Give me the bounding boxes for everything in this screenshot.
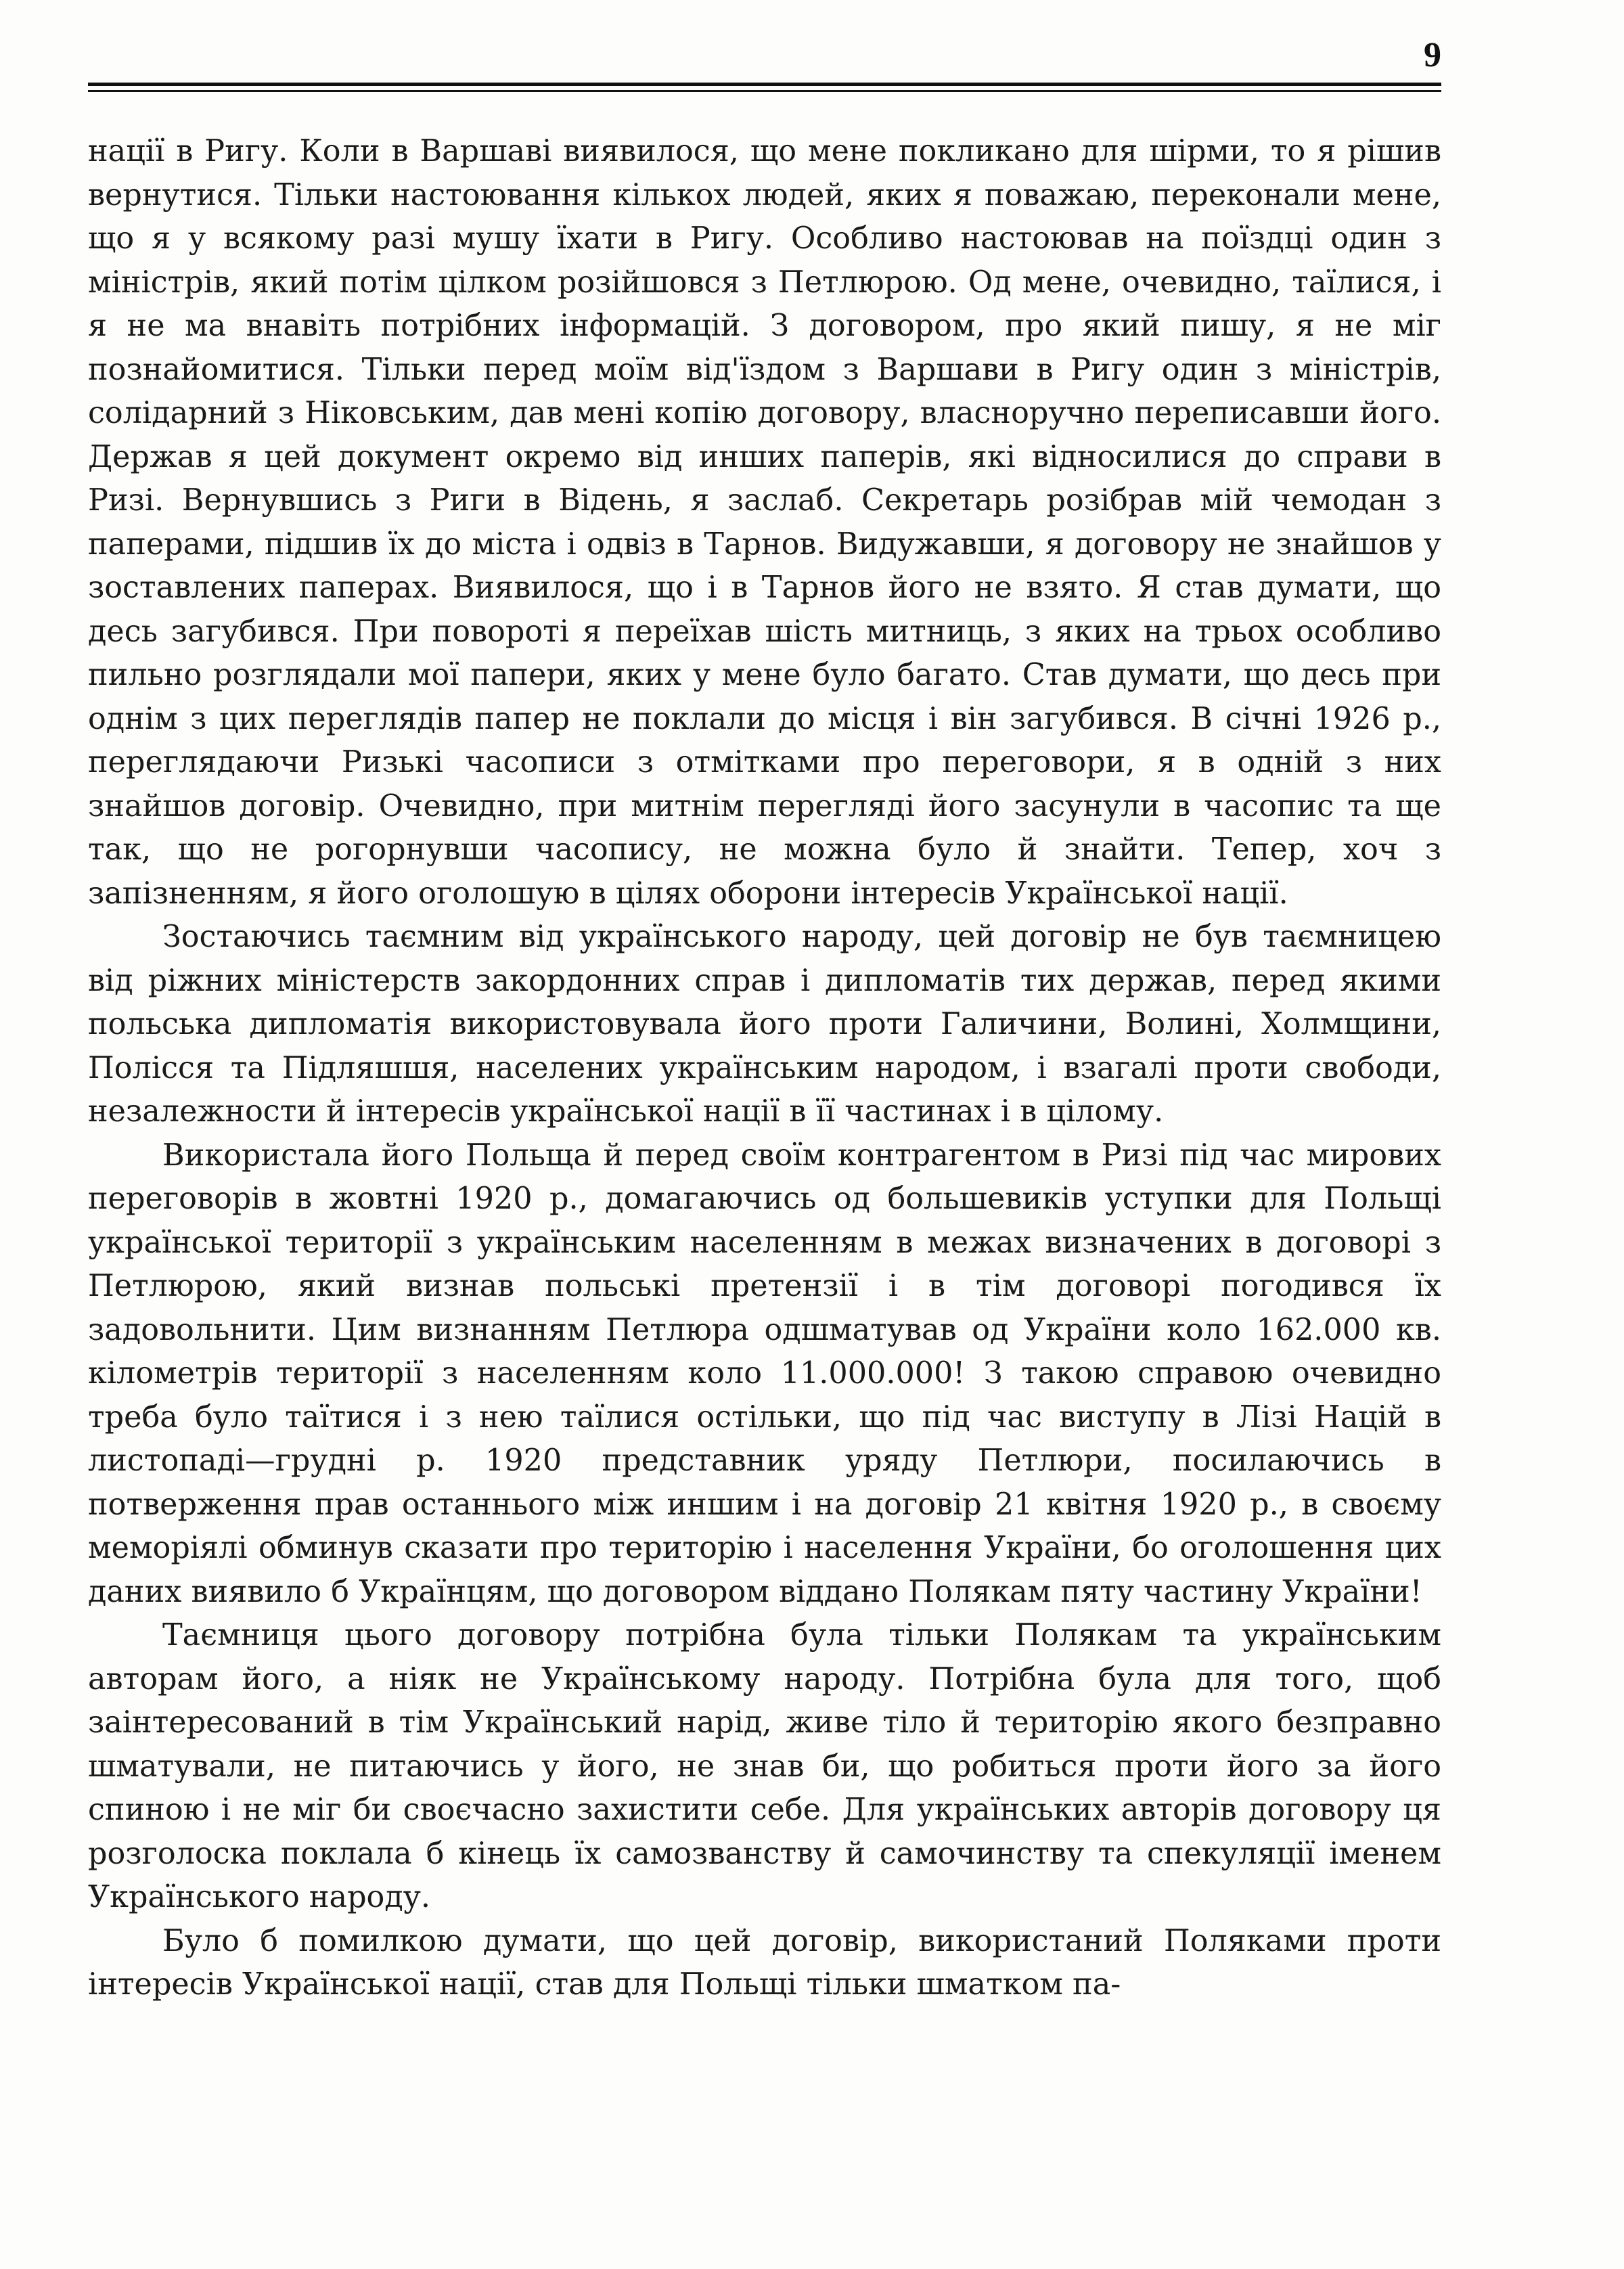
body-text: [88, 130, 1441, 2007]
running-header: [88, 27, 1441, 102]
paragraph: Було б помилкою думати, що цей договір, використаний Поляками проти інтересів Української нації, став для Польщі тільки шматком па-: [88, 1923, 1441, 2002]
paragraph-continued: нації в Ригу. Коли в Варшаві виявилося, що мене покликано для шірми, то я рішив вернутися. Тільки настоювання кількох людей, яких я поважаю, переконали мене, що я у всякому разі мушу їхати в Ригу. Особливо настоював на поїздці один з міністрів, який потім цілком розійшовся з Петлюрою. Од мене, очевидно, таїлися, і я не ма внавіть потрібних інформацій. З договором, про який пишу, я не міг познайомитися. Тільки перед моїм від'їздом з Варшави в Ригу один з міністрів, солідарний з Ніковським, дав мені копію договору, власноручно переписавши його. Держав я цей документ окремо від инших паперів, які відносилися до справи в Ризі. Вернувшись з Риги в Відень, я заслаб. Секретарь розібрав мій чемодан з паперами, підшив їх до міста і одвіз в Тарнов. Видужавши, я договору не знайшов у зоставлених паперах. Виявилося, що і в Тарнов його не взято. Я став думати, що десь загубився. При повороті я переїхав шість митниць, з яких на трьох особливо пильно розглядали мої папери, яких у мене було багато. Став думати, що десь при однім з цих переглядів папер не поклали до місця і він загубився. В січні 1926 р., переглядаючи Ризькі часописи з отмітками про переговори, я в одній з них знайшов договір. Очевидно, при митнім перегляді його засунули в часопис та ще так, що не рогорнувши часопису, не можна було й знайти. Тепер, хоч з запізненням, я його оголошую в цілях оборони інтересів Української нації.: [88, 134, 1441, 911]
paragraph: Таємниця цього договору потрібна була тільки Полякам та українським авторам його, а ніяк не Українському народу. Потрібна була для того, щоб заінтересований в тім Український нарід, живе тіло й територію якого безправно шматували, не питаючись у його, не знав би, що робиться проти його за його спиною і не міг би своєчасно захистити себе. Для українських авторів договору ця розголоска поклала б кінець їх самозванству й самочинству та спекуляції іменем Українського народу.: [88, 1618, 1441, 1914]
paragraph: Використала його Польща й перед своїм контрагентом в Ризі під час мирових переговорів в жовтні 1920 р., домагаючись од большевиків уступки для Польщі української території з українським населенням в межах визначених в договорі з Петлюрою, який визнав польські претензії і в тім договорі погодився їх задовольнити. Цим визнанням Петлюра одшматував од України коло 162.000 кв. кілометрів території з населенням коло 11.000.000! З такою справою очевидно треба було таїтися і з нею таїлися остільки, що під час виступу в Лізі Націй в листопаді—грудні р. 1920 представник уряду Петлюри, посилаючись в потверження прав останнього між иншим і на договір 21 квітня 1920 р., в своєму меморіялі обминув сказати про територію і населення України, бо оголошення цих даних виявило б Українцям, що договором віддано Полякам пяту частину України!: [88, 1138, 1441, 1609]
header-double-rule: [88, 83, 1441, 92]
paragraph: Зостаючись таємним від українського народу, цей договір не був таємницею від ріжних міністерств закордонних справ і дипломатів тих держав, перед якими польська дипломатія використовувала його проти Галичини, Волині, Холмщини, Полісся та Підляшшя, населених українським народом, і взагалі проти свободи, незалежности й інтересів української нації в її частинах і в цілому.: [88, 920, 1441, 1129]
page-number: 9: [1424, 36, 1441, 74]
